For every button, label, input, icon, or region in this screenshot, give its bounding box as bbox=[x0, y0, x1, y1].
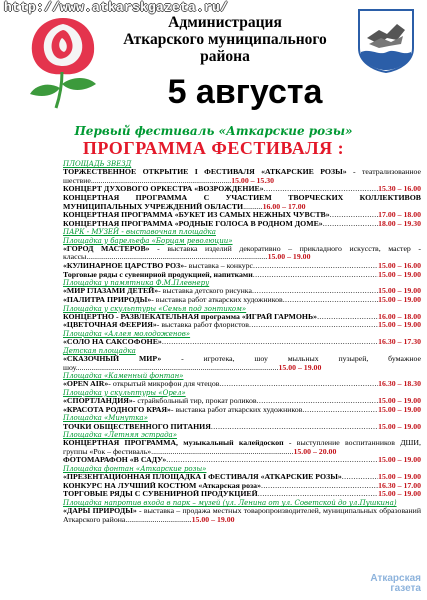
item-desc: - выставка детского рисунка bbox=[158, 286, 252, 296]
venue-heading: Площадка напротив входа в парк – музей (ул. Ленина от ул. Советской до ул.Пушкина) bbox=[63, 499, 397, 508]
program-title: ПРОГРАММА ФЕСТИВАЛЯ : bbox=[82, 138, 345, 158]
program-item bbox=[63, 423, 421, 432]
program-item: «СКАЗОЧНЫЙ МИР» - игротека, шоу мыльных пузырей, бумажное шоу........................................................................................................15.00 – 19.00 bbox=[63, 353, 421, 372]
item-desc: - страйкбольный тир, прокат роликов bbox=[132, 396, 257, 406]
administration-heading bbox=[120, 14, 330, 65]
item-desc: - выставка изделий декоративно – прикладного искусств, мастер - классы bbox=[63, 243, 421, 262]
item-time: 15.00 – 15.30 bbox=[231, 175, 275, 185]
venue-heading: Детская площадка bbox=[63, 346, 136, 355]
program-item bbox=[63, 482, 421, 491]
item-desc: - выступление воспитанников ДШИ, группы «Рок – фестиваль» bbox=[63, 438, 421, 456]
item-time: 16.00 – 17.00 bbox=[262, 201, 306, 211]
item-time: 15.00 – 16.00 bbox=[378, 260, 421, 270]
admin-line-1: Администрация bbox=[168, 14, 282, 31]
program-item bbox=[63, 380, 421, 389]
item-name: «СПОРТЛАНДИЯ» bbox=[63, 397, 133, 406]
event-date: 5 августа bbox=[167, 73, 323, 111]
venue-heading: Площадка «Летняя эстрада» bbox=[63, 431, 178, 440]
item-time: 15.00 – 19.00 bbox=[378, 294, 421, 304]
item-name: «СКАЗОЧНЫЙ МИР» bbox=[63, 353, 162, 363]
program-item bbox=[63, 321, 421, 330]
item-time: 15.30 – 16.00 bbox=[378, 184, 421, 194]
item-time: 15.00 – 19.00 bbox=[267, 252, 311, 262]
venue-heading: Площадка «Каменный фонтан» bbox=[63, 372, 184, 381]
program-item bbox=[63, 211, 421, 220]
item-time: 16.30 – 18.30 bbox=[378, 379, 421, 389]
item-name: ТОЧКИ ОБЩЕСТВЕННОГО ПИТАНИЯ bbox=[63, 422, 211, 431]
item-name: КОНЦЕРТНАЯ ПРОГРАММА С УЧАСТИЕМ ТВОРЧЕСКИХ КОЛЛЕКТИВОВ МУНИЦИПАЛЬНЫХ УЧРЕЖДЕНИЙ ОБЛАСТИ bbox=[63, 192, 421, 211]
item-name: КОНЦЕРТ ДУХОВОГО ОРКЕСТРА «ВОЗРОЖДЕНИЕ» bbox=[63, 185, 264, 194]
program-item bbox=[63, 406, 421, 415]
watermark-line-1: Аткарская bbox=[370, 573, 421, 584]
program-item: ТОРЖЕСТВЕННОЕ ОТКРЫТИЕ I ФЕСТИВАЛЯ «АТКАРСКИЕ РОЗЫ» - театрализованное шествие........................................................................15.00 – 15.30 bbox=[63, 167, 422, 185]
program-item bbox=[63, 456, 421, 465]
item-name: «МИР ГЛАЗАМИ ДЕТЕЙ» bbox=[63, 287, 159, 296]
program-item bbox=[63, 338, 421, 347]
section-heading: ПЛОЩАДЬ ЗВЕЗД bbox=[63, 160, 132, 168]
program-list bbox=[63, 160, 421, 524]
program-item: КОНЦЕРТНАЯ ПРОГРАММА С УЧАСТИЕМ ТВОРЧЕСКИХ КОЛЛЕКТИВОВ МУНИЦИПАЛЬНЫХ УЧРЕЖДЕНИЙ ОБЛАСТИ..........16.00 – 17.00 bbox=[63, 192, 421, 211]
item-time: 15.00 – 19.00 bbox=[378, 404, 421, 414]
item-time: 15.00 – 19.00 bbox=[378, 472, 421, 482]
item-name: «ГОРОД МАСТЕРОВ» bbox=[63, 243, 150, 253]
item-time: 15.00 – 19.00 bbox=[278, 362, 322, 372]
item-desc: - выставка работ аткарских художников bbox=[151, 294, 283, 304]
item-desc: - театрализованное шествие bbox=[63, 167, 422, 185]
venue-heading: Площадка у памятника Ф.М.Плевнеру bbox=[63, 279, 210, 288]
item-desc: - открытый микрофон для чтецов bbox=[108, 379, 220, 389]
item-name: КОНЦЕРТНАЯ ПРОГРАММА «БУКЕТ ИЗ САМЫХ НЕЖНЫХ ЧУВСТВ» bbox=[63, 211, 330, 220]
item-name: «КРАСОТА РОДНОГО КРАЯ» bbox=[63, 405, 171, 414]
venue-heading: Площадка у скульптуры «Орел» bbox=[63, 388, 186, 397]
item-name: КОНЦЕРТНАЯ ПРОГРАММА, музыкальный калейдоскоп bbox=[63, 438, 284, 448]
item-time: 16.30 – 17.00 bbox=[378, 480, 421, 490]
item-time: 16.30 – 17.30 bbox=[378, 337, 421, 347]
item-desc: - выставка – продажа местных товаропроизводителей, муниципальных образований Аткарского района bbox=[63, 506, 421, 524]
item-time: 15.00 – 19.00 bbox=[378, 269, 421, 279]
item-time: 18.00 – 19.30 bbox=[378, 218, 421, 228]
program-item bbox=[63, 490, 421, 499]
venue-heading: Площадка «Минутка» bbox=[63, 414, 148, 423]
item-time: 15.00 – 19.00 bbox=[378, 396, 421, 406]
item-time: 15.00 – 20.00 bbox=[293, 446, 337, 456]
venue-heading: Площадка фонтан «Аткарские розы» bbox=[63, 465, 207, 474]
item-desc: - выставка работ аткарских художников bbox=[170, 404, 303, 414]
item-name: «OPEN AIR» bbox=[63, 380, 109, 389]
program-item bbox=[63, 271, 421, 280]
admin-line-3: района bbox=[200, 48, 250, 65]
item-name: «ПРЕЗЕНТАЦИОННАЯ ПЛОЩАДКА I ФЕСТИВАЛЯ «АТКАРСКИЕ РОЗЫ» bbox=[63, 473, 342, 482]
venue-heading: Площадка у скульптуры «Семья под зонтиком» bbox=[63, 304, 247, 313]
item-name: ФОТОМАРАФОН «В САДУ» bbox=[63, 456, 167, 465]
item-name: «КУЛИНАРНОЕ ЦАРСТВО РОЗ» bbox=[63, 261, 185, 270]
section-heading: ПАРК - МУЗЕЙ - выставочная площадка bbox=[63, 228, 216, 237]
item-name: ТОРЖЕСТВЕННОЕ ОТКРЫТИЕ I ФЕСТИВАЛЯ «АТКАРСКИЕ РОЗЫ» bbox=[63, 167, 347, 177]
item-name: Торговые ряды с сувенирной продукцией, напитками bbox=[63, 270, 253, 279]
program-item: «ДАРЫ ПРИРОДЫ» - выставка – продажа местных товаропроизводителей, муниципальных образований Аткарского района..................................15.00 – 19.00 bbox=[63, 506, 421, 524]
item-time: 15.00 – 19.00 bbox=[378, 421, 421, 431]
newspaper-watermark bbox=[370, 574, 421, 594]
item-name: «ПАЛИТРА ПРИРОДЫ» bbox=[63, 295, 152, 304]
item-time: 15.00 – 19.00 bbox=[191, 514, 235, 524]
program-item bbox=[63, 262, 421, 271]
site-url: http://www.atkarskgazeta.ru/ bbox=[4, 0, 229, 15]
item-time: 15.00 – 19.00 bbox=[378, 286, 421, 296]
watermark-line-2: газета bbox=[390, 583, 421, 594]
item-name: КОНЦЕРТНО - РАЗВЛЕКАТЕЛЬНАЯ программа «ИГРАЙ ГАРМОНЬ» bbox=[63, 312, 318, 321]
item-time: 15.00 – 19.00 bbox=[378, 455, 421, 465]
program-item bbox=[63, 473, 421, 482]
item-name: «СОЛО НА САКСОФОНЕ» bbox=[63, 338, 162, 347]
venue-heading: Площадка «Аллея молодоженов» bbox=[63, 329, 191, 338]
item-name: ТОРГОВЫЕ РЯДЫ С СУВЕНИРНОЙ ПРОДУКЦИЕЙ bbox=[63, 490, 258, 499]
item-time: 17.00 – 18.00 bbox=[378, 210, 421, 220]
admin-line-2: Аткарского муниципального bbox=[123, 31, 327, 48]
item-name: КОНЦЕРТНАЯ ПРОГРАММА «РОДНЫЕ ГОЛОСА В РОДНОМ ДОМЕ» bbox=[63, 219, 323, 228]
item-name: «ДАРЫ ПРИРОДЫ» bbox=[63, 506, 137, 516]
item-desc: - выставка – конкурс bbox=[184, 260, 254, 270]
item-name: «ЦВЕТОЧНАЯ ФЕЕРИЯ» bbox=[63, 321, 157, 330]
item-desc: - выставка работ флористов bbox=[156, 320, 249, 330]
venue-heading: Площадка у барельефа «Борцам революции» bbox=[63, 236, 233, 245]
item-time: 15.00 – 19.00 bbox=[378, 320, 421, 330]
program-item: «ГОРОД МАСТЕРОВ» - выставка изделий декоративно – прикладного искусств, мастер - классы.............................................................................................15.00 – 19.00 bbox=[63, 243, 421, 262]
item-name: КОНКУРС НА ЛУЧШИЙ КОСТЮМ «Аткарская роза» bbox=[63, 481, 261, 490]
item-time: 16.00 – 18.00 bbox=[378, 311, 421, 321]
item-time: 15.00 – 19.00 bbox=[378, 489, 421, 499]
coat-of-arms-icon bbox=[357, 8, 415, 74]
program-item bbox=[63, 296, 421, 305]
program-item: КОНЦЕРТНАЯ ПРОГРАММА, музыкальный калейдоскоп - выступление воспитанников ДШИ, группы «Рок – фестиваль».........................................................................15.00 – 20.00 bbox=[63, 438, 421, 456]
item-desc: - игротека, шоу мыльных пузырей, бумажное шоу bbox=[63, 353, 421, 372]
festival-name: Первый фестиваль «Аткарские розы» bbox=[74, 124, 353, 138]
rose-logo bbox=[22, 14, 104, 110]
